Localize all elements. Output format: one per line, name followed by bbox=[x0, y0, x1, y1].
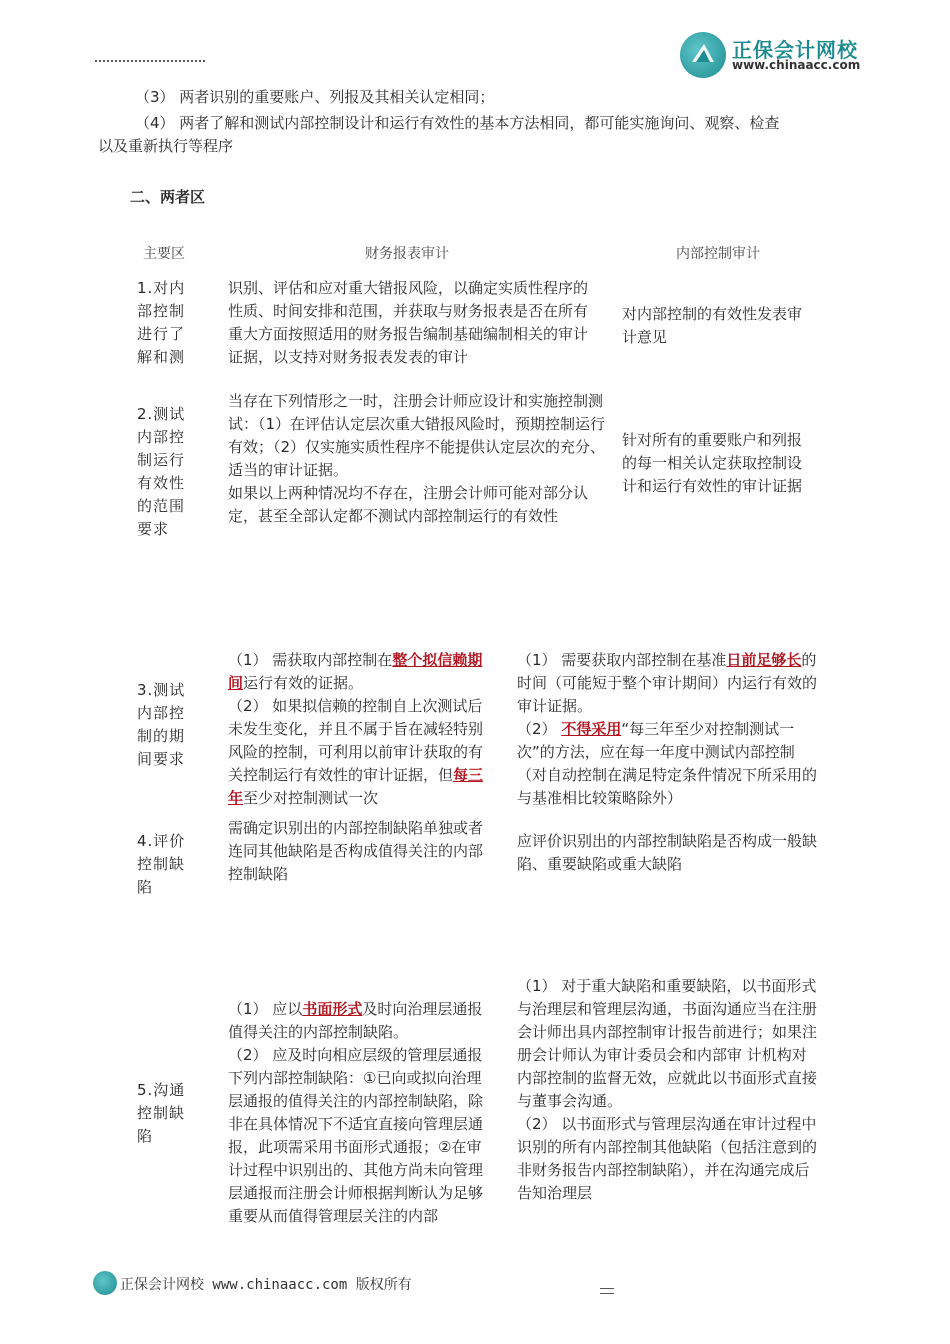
row-1-label: 1.对内部控制进行了解和测 bbox=[137, 279, 186, 366]
row-5-fs-audit bbox=[228, 975, 490, 1229]
footer-copyright: 正保会计网校 www.chinaacc.com 版权所有 bbox=[120, 1277, 412, 1293]
row-4-fs-audit: 需确定识别出的内部控制缺陷单独或者连同其他缺陷是否构成值得关注的内部控制缺陷 bbox=[228, 819, 484, 883]
row-2-label: 2.测试内部控制运行有效性的范围要求 bbox=[137, 405, 186, 538]
row-2-ic-audit: 针对所有的重要账户和列报的每一相关认定获取控制设计和运行有效性的审计证据 bbox=[622, 431, 803, 495]
table-header-fs-audit: 财务报表审计 bbox=[365, 246, 449, 262]
row-3-ic-text-3: “每三年至少对控制测试一次”的方法，应在每一年度中测试内部控制 （对自动控制在满足特定条件情况下所采用的与基准相比较策略除外） bbox=[517, 720, 818, 807]
brand-name: 正保会计网校 bbox=[732, 38, 858, 62]
row-3-fs-highlight-1: 整个拟信赖期间 bbox=[228, 651, 483, 692]
brand-url: www.chinaacc.com bbox=[732, 58, 861, 72]
row-5-label: 5.沟通控制缺陷 bbox=[137, 1081, 186, 1145]
section-title: 二、两者区 bbox=[130, 188, 206, 206]
row-1-ic-audit: 对内部控制的有效性发表审计意见 bbox=[622, 305, 803, 346]
row-3-ic-text-2: 的时间（可能短于整个审计期间）内运行有效的审计证据。 （2） bbox=[517, 651, 818, 738]
page-number-mark bbox=[600, 1288, 614, 1294]
row-3-ic-audit bbox=[517, 626, 818, 807]
row-4-ic-audit: 应评价识别出的内部控制缺陷是否构成一般缺陷、重要缺陷或重大缺陷 bbox=[517, 832, 818, 873]
top-cropped-line bbox=[95, 52, 225, 66]
row-3-fs-text-2: 运行有效的证据。 （2） 如果拟信赖的控制自上次测试后未发生变化，并且不属于旨在减轻特别风险的控制，可利用以前审计获取的有关控制运行有效性的审计证据，但 bbox=[228, 674, 484, 784]
row-5-fs-text-2: 及时向治理层通报值得关注的内部控制缺陷。 （2） 应及时向相应层级的管理层通报下列内部控制缺陷：①已向或拟向治理层通报的值得关注的内部控制缺陷，除非在具体情况下不适宜直接向管理层通报，此项需采用书面形式通报；②在审计过程中识别出的、其他方尚未向管理层通报而注册会计师根据判断认为足够重要从而值得管理层关注的内部 bbox=[228, 1000, 484, 1225]
row-5-fs-text-1: （1） 应以 bbox=[228, 1000, 303, 1018]
row-3-fs-text-3: 至少对控制测试一次 bbox=[243, 789, 379, 807]
row-3-fs-highlight-2: 每三年 bbox=[228, 766, 484, 807]
brand-logo-icon bbox=[680, 32, 726, 78]
intro-item-4-line1: （4） 两者了解和测试内部控制设计和运行有效性的基本方法相同，都可能实施询问、观察、检查 bbox=[135, 114, 780, 132]
row-5-ic-audit: （1） 对于重大缺陷和重要缺陷，以书面形式与治理层和管理层沟通，书面沟通应当在注册会计师出具内部控制审计报告前进行；如果注册会计师认为审计委员会和内部审 计机构对内部控制的监督无效，应就此以书面形式直接与董事会沟通。 （2） 以书面形式与管理层沟通在审计过程中识别的所有内部控制其他缺陷（包括注意到的非财务报告内部控制缺陷），并在沟通完成后告知治理层 bbox=[517, 977, 818, 1202]
row-1-fs-audit: 识别、评估和应对重大错报风险，以确定实质性程序的性质、时间安排和范围，并获取与财务报表是否在所有重大方面按照适用的财务报告编制基础编制相关的审计证据，以支持对财务报表发表的审计 bbox=[228, 279, 589, 366]
table-header-area: 主要区 bbox=[143, 246, 185, 262]
row-3-ic-highlight-2: 不得采用 bbox=[561, 720, 622, 738]
footer-logo-icon bbox=[93, 1271, 117, 1295]
row-3-fs-text-1: （1） 需获取内部控制在 bbox=[228, 651, 393, 669]
table-header-ic-audit: 内部控制审计 bbox=[676, 246, 760, 262]
row-3-fs-audit bbox=[228, 626, 490, 807]
row-3-ic-text-1: （1） 需要获取内部控制在基准 bbox=[517, 651, 727, 669]
row-2-fs-audit: 当存在下列情形之一时，注册会计师应设计和实施控制测试：（1）在评估认定层次重大错报风险时，预期控制运行有效；（2）仅实施实质性程序不能提供认定层次的充分、适当的审计证据。 如果以上两种情况均不存在，注册会计师可能对部分认定，甚至全部认定都不测试内部控制运行的有效性 bbox=[228, 392, 606, 525]
row-3-ic-highlight-1: 日前足够长 bbox=[726, 651, 802, 669]
intro-item-3: （3） 两者识别的重要账户、列报及其相关认定相同； bbox=[135, 88, 495, 106]
row-4-label: 4.评价控制缺陷 bbox=[137, 832, 186, 896]
intro-item-4-line2: 以及重新执行等程序 bbox=[98, 137, 234, 155]
row-3-label: 3.测试内部控制的期间要求 bbox=[137, 681, 186, 768]
row-5-fs-highlight-1: 书面形式 bbox=[302, 1000, 363, 1018]
